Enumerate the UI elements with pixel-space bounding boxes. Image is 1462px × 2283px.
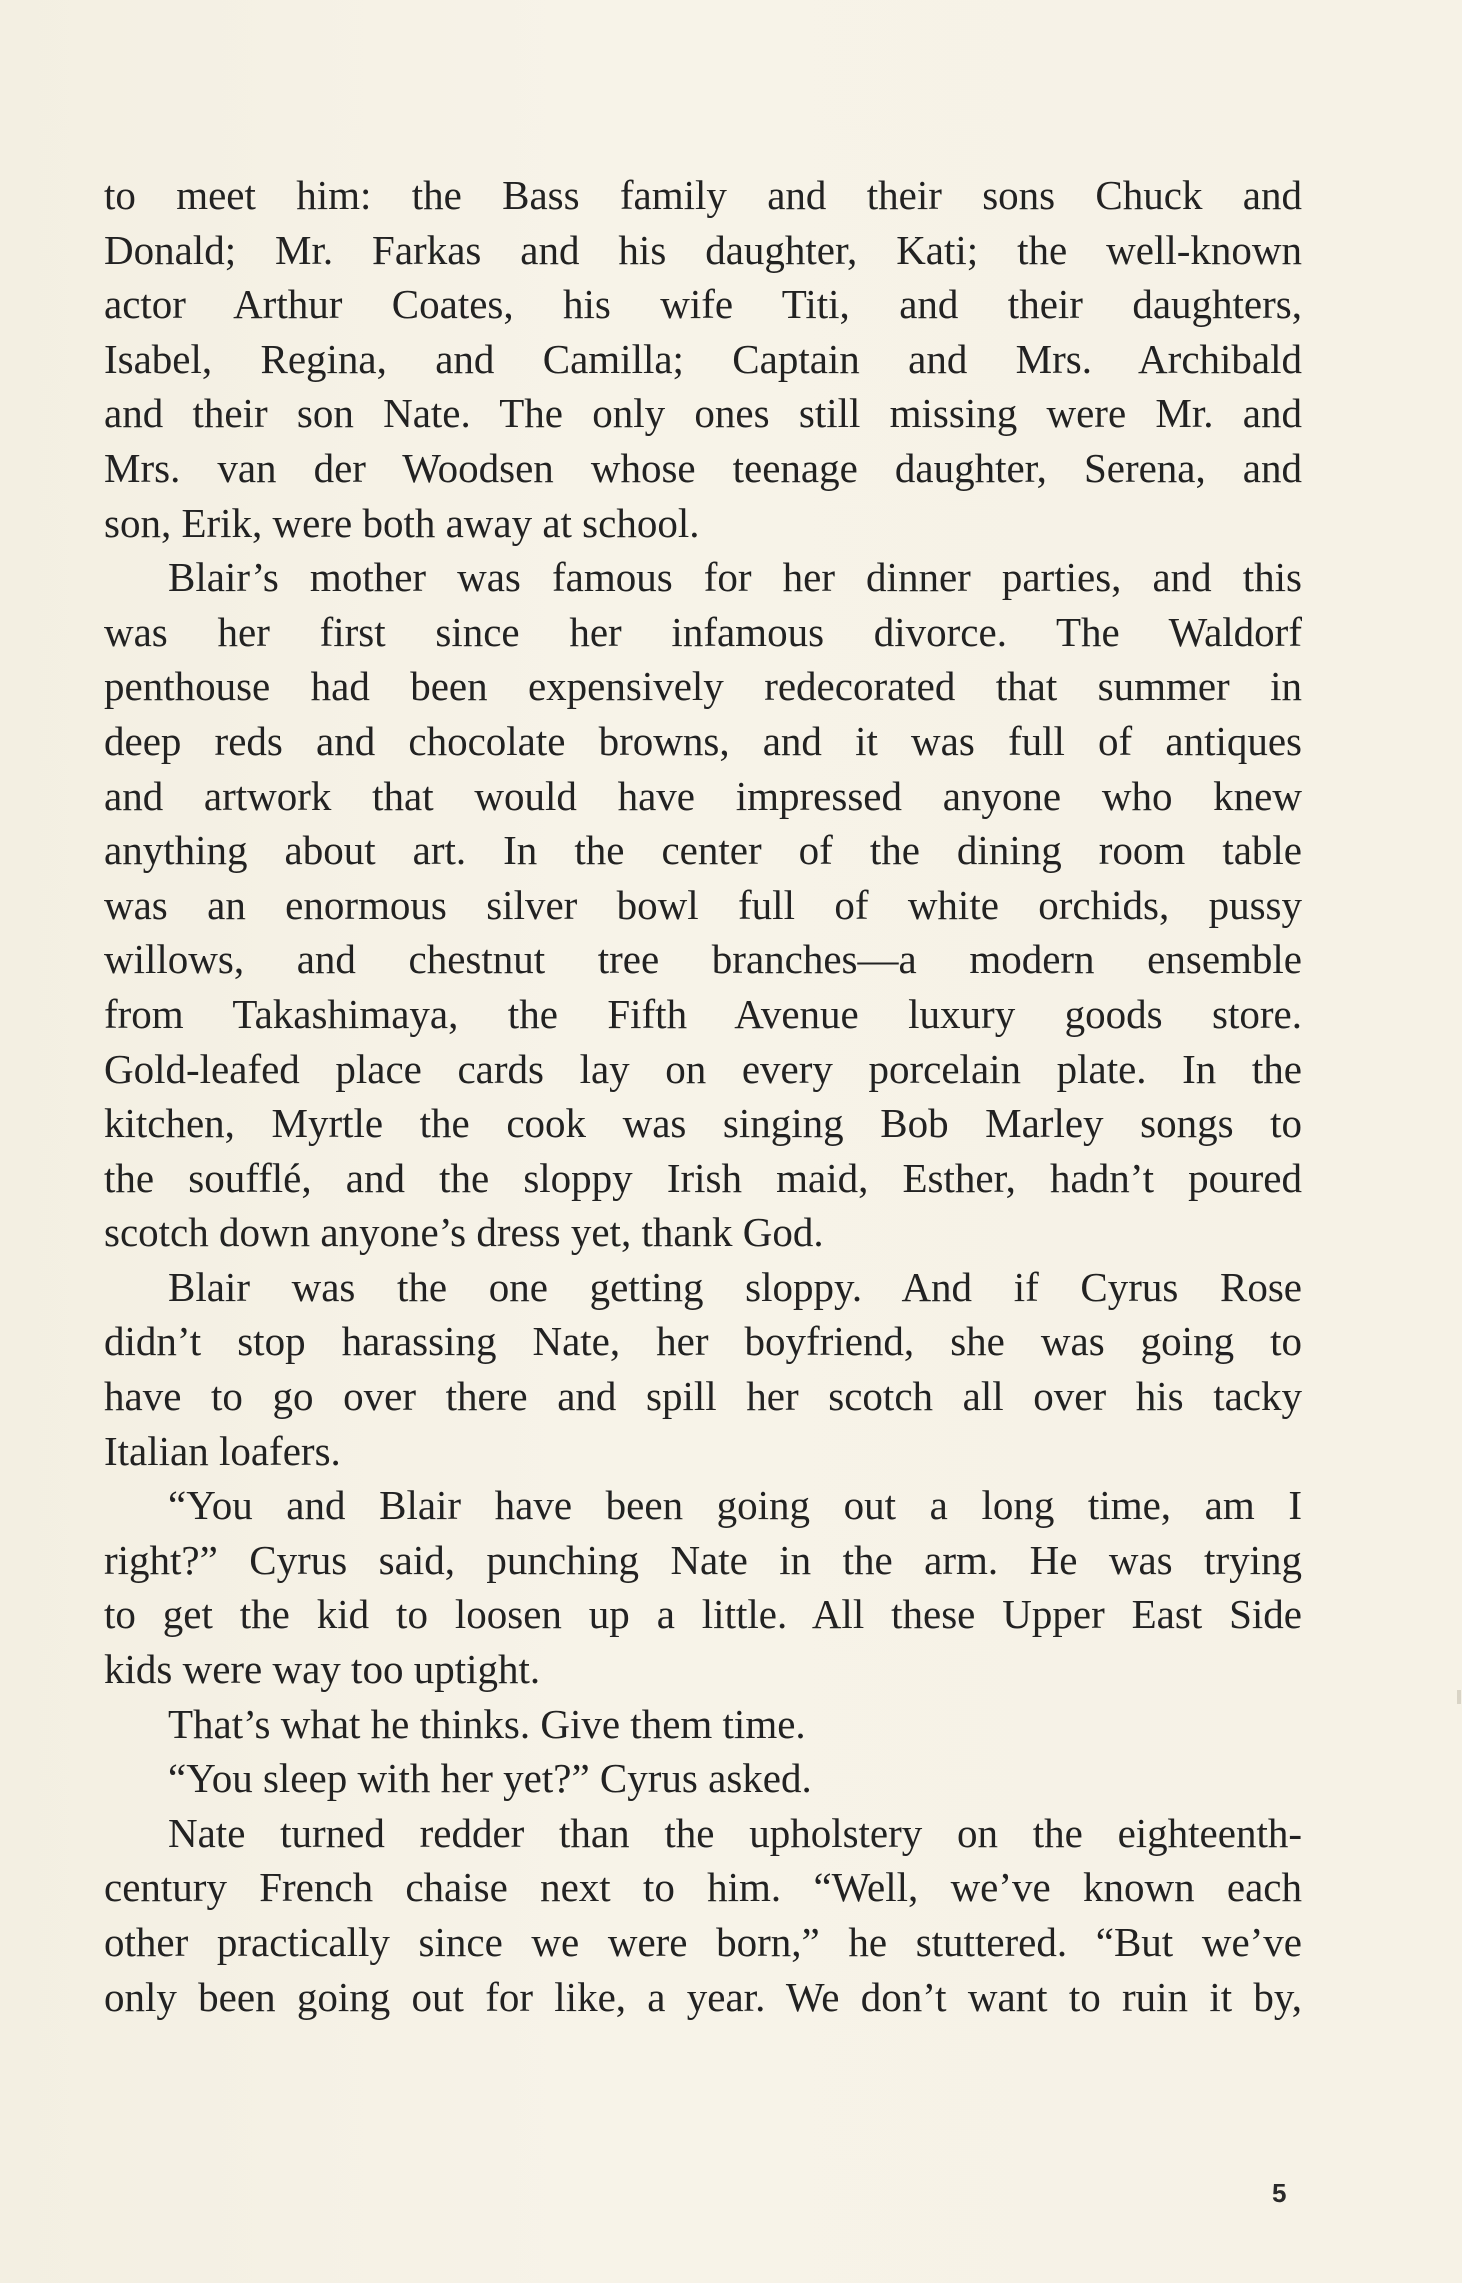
text-line: deep reds and chocolate browns, and it was full of antiques (104, 717, 1302, 764)
paragraph (104, 550, 1302, 1260)
text-line: to get the kid to loosen up a little. All these Upper East Side (104, 1591, 1302, 1638)
text-line: Donald; Mr. Farkas and his daughter, Kati; the well-known (104, 226, 1302, 273)
text-line: other practically since we were born,” he stuttered. “But we’ve (104, 1919, 1302, 1965)
page-edge-mark (1457, 1690, 1461, 1704)
text-line: actor Arthur Coates, his wife Titi, and their daughters, (104, 281, 1302, 328)
text-line: was an enormous silver bowl full of white orchids, pussy (104, 881, 1302, 928)
text-line: anything about art. In the center of the dining room table (104, 827, 1302, 874)
text-line: only been going out for like, a year. We don’t want to ruin it by, (104, 1973, 1302, 2020)
text-line: Mrs. van der Woodsen whose teenage daughter, Serena, and (104, 444, 1302, 491)
text-line: Blair was the one getting sloppy. And if Cyrus Rose (168, 1263, 1302, 1310)
text-line: kids were way too uptight. (104, 1646, 541, 1693)
text-line: Gold-leafed place cards lay on every porcelain plate. In the (104, 1045, 1302, 1092)
page-number: 5 (1272, 2178, 1287, 2208)
text-line: kitchen, Myrtle the cook was singing Bob Marley songs to (104, 1100, 1302, 1147)
text-line: didn’t stop harassing Nate, her boyfriend, she was going to (104, 1318, 1302, 1365)
text-line: and their son Nate. The only ones still missing were Mr. and (104, 390, 1302, 437)
text-line: was her first since her infamous divorce. The Waldorf (104, 608, 1302, 655)
text-line: Isabel, Regina, and Camilla; Captain and Mrs. Archibald (104, 335, 1302, 382)
paragraph (104, 168, 1302, 550)
text-line: Italian loafers. (104, 1427, 341, 1474)
text-line: penthouse had been expensively redecorated that summer in (104, 663, 1302, 710)
text-line: scotch down anyone’s dress yet, thank God. (104, 1209, 824, 1256)
text-line: and artwork that would have impressed anyone who knew (104, 772, 1302, 819)
text-line: “You and Blair have been going out a long time, am I (168, 1482, 1302, 1529)
text-line: son, Erik, were both away at school. (104, 499, 700, 546)
paragraph (104, 1478, 1302, 1696)
text-line: from Takashimaya, the Fifth Avenue luxury goods store. (104, 990, 1302, 1037)
text-line: Nate turned redder than the upholstery on the eighteenth- (168, 1809, 1302, 1856)
paragraph (104, 1806, 1302, 2024)
text-line: Blair’s mother was famous for her dinner parties, and this (168, 554, 1302, 601)
text-line: That’s what he thinks. Give them time. (168, 1700, 806, 1747)
text-line: century French chaise next to him. “Well, we’ve known each (104, 1864, 1302, 1911)
paragraph (104, 1260, 1302, 1478)
text-line: willows, and chestnut tree branches—a modern ensemble (104, 936, 1302, 983)
text-line: right?” Cyrus said, punching Nate in the arm. He was trying (104, 1536, 1302, 1583)
text-line: have to go over there and spill her scotch all over his tacky (104, 1373, 1302, 1420)
body-text (104, 168, 1302, 2024)
paragraph (104, 1751, 1302, 1806)
text-line: to meet him: the Bass family and their sons Chuck and (104, 172, 1302, 218)
paragraph (104, 1697, 1302, 1752)
text-line: “You sleep with her yet?” Cyrus asked. (168, 1755, 812, 1802)
text-line: the soufflé, and the sloppy Irish maid, Esther, hadn’t poured (104, 1154, 1302, 1201)
